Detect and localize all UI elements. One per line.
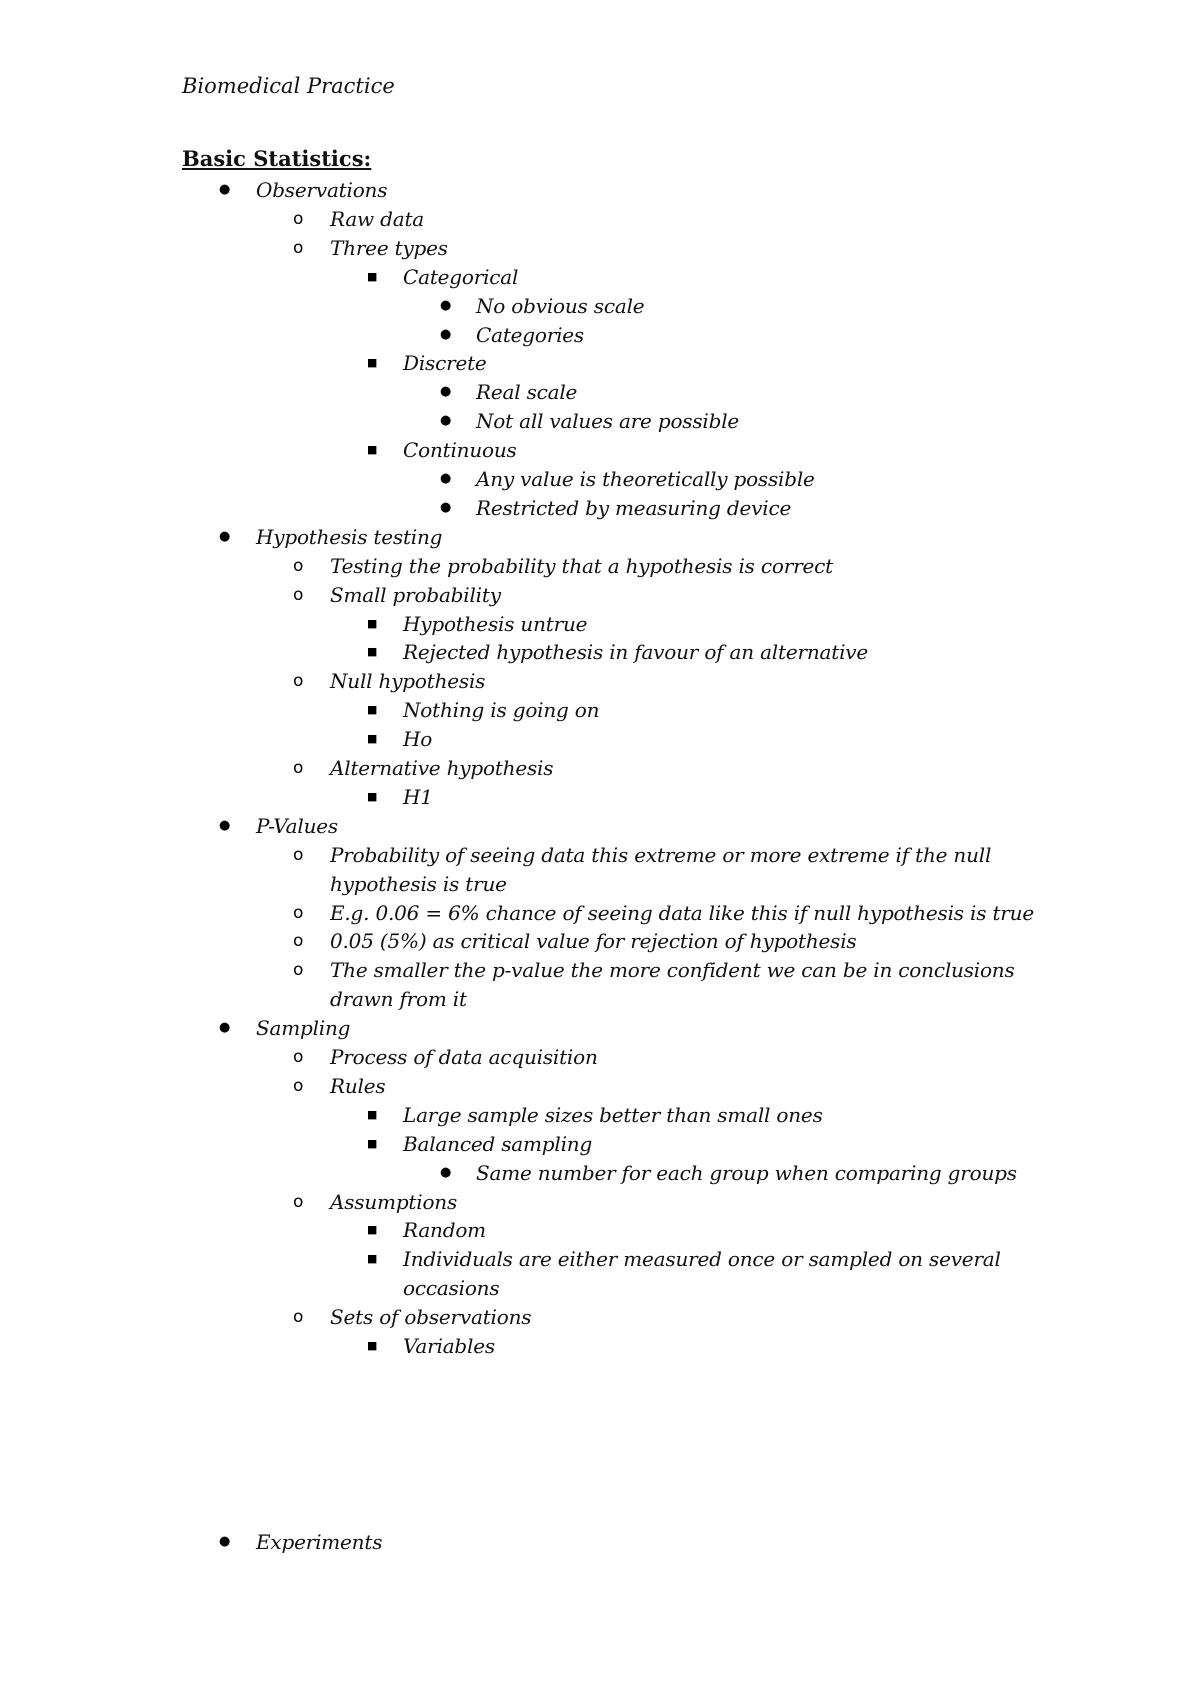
outline-item-level1: Hypothesis testing [256,524,443,549]
outline-item-level4: Categories [476,322,585,347]
square-bullet-icon: ■ [367,356,378,370]
outline-item-level3: Categorical [403,264,519,289]
square-bullet-icon: ■ [367,732,378,746]
circle-bullet-icon: o [293,671,304,692]
square-bullet-icon: ■ [367,645,378,659]
outline-item-level3: Nothing is going on [403,698,600,723]
bullet-icon: ● [440,326,452,342]
square-bullet-icon: ■ [367,1136,378,1150]
bullet-icon: ● [219,1020,231,1036]
outline-item-level2: Sets of observations [330,1305,532,1330]
outline-item-level3: Large sample sizes better than small ones [403,1102,823,1127]
outline-item-level4: Real scale [476,380,578,405]
outline-item-level1: Experiments [256,1530,383,1554]
outline-item-level2: Null hypothesis [330,669,486,694]
square-bullet-icon: ■ [367,1339,378,1352]
circle-bullet-icon: o [293,1191,304,1212]
square-bullet-icon: ■ [367,269,378,283]
circle-bullet-icon: o [293,844,304,865]
square-bullet-icon: ■ [367,616,378,630]
outline-item-level3: H1 [403,784,433,809]
outline-item-level2: hypothesis is true [330,871,507,896]
bullet-icon: ● [440,413,452,429]
outline-item-level2: 0.05 (5%) as critical value for rejection of hypothesis [330,929,857,954]
outline-item-level4: Not all values are possible [476,409,740,434]
page-header: Biomedical Practice [182,74,395,98]
outline-item-level2: Process of data acquisition [330,1045,598,1069]
outline-item-level2: Three types [330,235,448,260]
bullet-icon: ● [440,384,452,400]
outline-item-level1: P-Values [256,813,338,838]
outline-item-level3: Discrete [403,351,487,376]
outline-item-level3: Continuous [403,438,517,463]
outline-item-level3: Random [403,1218,486,1243]
outline-item-level2: Alternative hypothesis [330,756,554,780]
bullet-icon: ● [219,182,231,197]
square-bullet-icon: ■ [367,789,378,803]
outline-item-level4: Same number for each group when comparing groups [476,1160,1017,1185]
outline-item-level2: Testing the probability that a hypothesis is correct [330,553,833,578]
circle-bullet-icon: o [293,237,304,258]
circle-bullet-icon: o [293,902,304,923]
bullet-icon: ● [219,528,231,544]
outline-item-level2: The smaller the p-value the more confident we can be in conclusions [330,958,1015,983]
circle-bullet-icon: o [293,758,304,778]
circle-bullet-icon: o [293,584,304,605]
bullet-icon: ● [219,1534,231,1549]
square-bullet-icon: ■ [367,1107,378,1121]
outline-item-level3: Rejected hypothesis in favour of an alternative [403,640,869,665]
circle-bullet-icon: o [293,555,304,576]
outline-item-level4: No obvious scale [476,293,645,318]
outline-item-level3: Variables [403,1334,495,1358]
outline-item-level3: Individuals are either measured once or sampled on several [403,1247,1001,1272]
circle-bullet-icon: o [293,1047,304,1067]
bullet-icon: ● [440,1164,452,1180]
outline-item-level3: Ho [403,727,433,752]
outline-item-level3: occasions [403,1276,500,1301]
outline-item-level3: Hypothesis untrue [403,611,588,636]
circle-bullet-icon: o [293,208,304,229]
circle-bullet-icon: o [293,960,304,981]
square-bullet-icon: ■ [367,1252,378,1266]
circle-bullet-icon: o [293,1075,304,1096]
outline-item-level4: Any value is theoretically possible [476,467,815,491]
square-bullet-icon: ■ [367,703,378,717]
bullet-icon: ● [440,471,452,486]
outline-item-level2: Rules [330,1073,386,1098]
square-bullet-icon: ■ [367,443,378,457]
outline-item-level3: Balanced sampling [403,1131,593,1156]
outline-item-level2: Small probability [330,582,501,607]
outline-item-level1: Sampling [256,1016,351,1041]
bullet-icon: ● [440,499,452,515]
bullet-icon: ● [219,817,231,833]
bullet-icon: ● [440,297,452,313]
outline-item-level1: Observations [256,178,388,202]
circle-bullet-icon: o [293,931,304,952]
outline-item-level2: drawn from it [330,987,467,1012]
outline-item-level2: E.g. 0.06 = 6% chance of seeing data like this if null hypothesis is true [330,900,1034,925]
section-title: Basic Statistics: [182,146,372,171]
outline-item-level2: Raw data [330,206,425,231]
circle-bullet-icon: o [293,1307,304,1328]
outline-item-level4: Restricted by measuring device [476,495,792,520]
square-bullet-icon: ■ [367,1223,378,1237]
outline-item-level2: Probability of seeing data this extreme or more extreme if the null [330,842,992,867]
outline-item-level2: Assumptions [330,1189,458,1214]
